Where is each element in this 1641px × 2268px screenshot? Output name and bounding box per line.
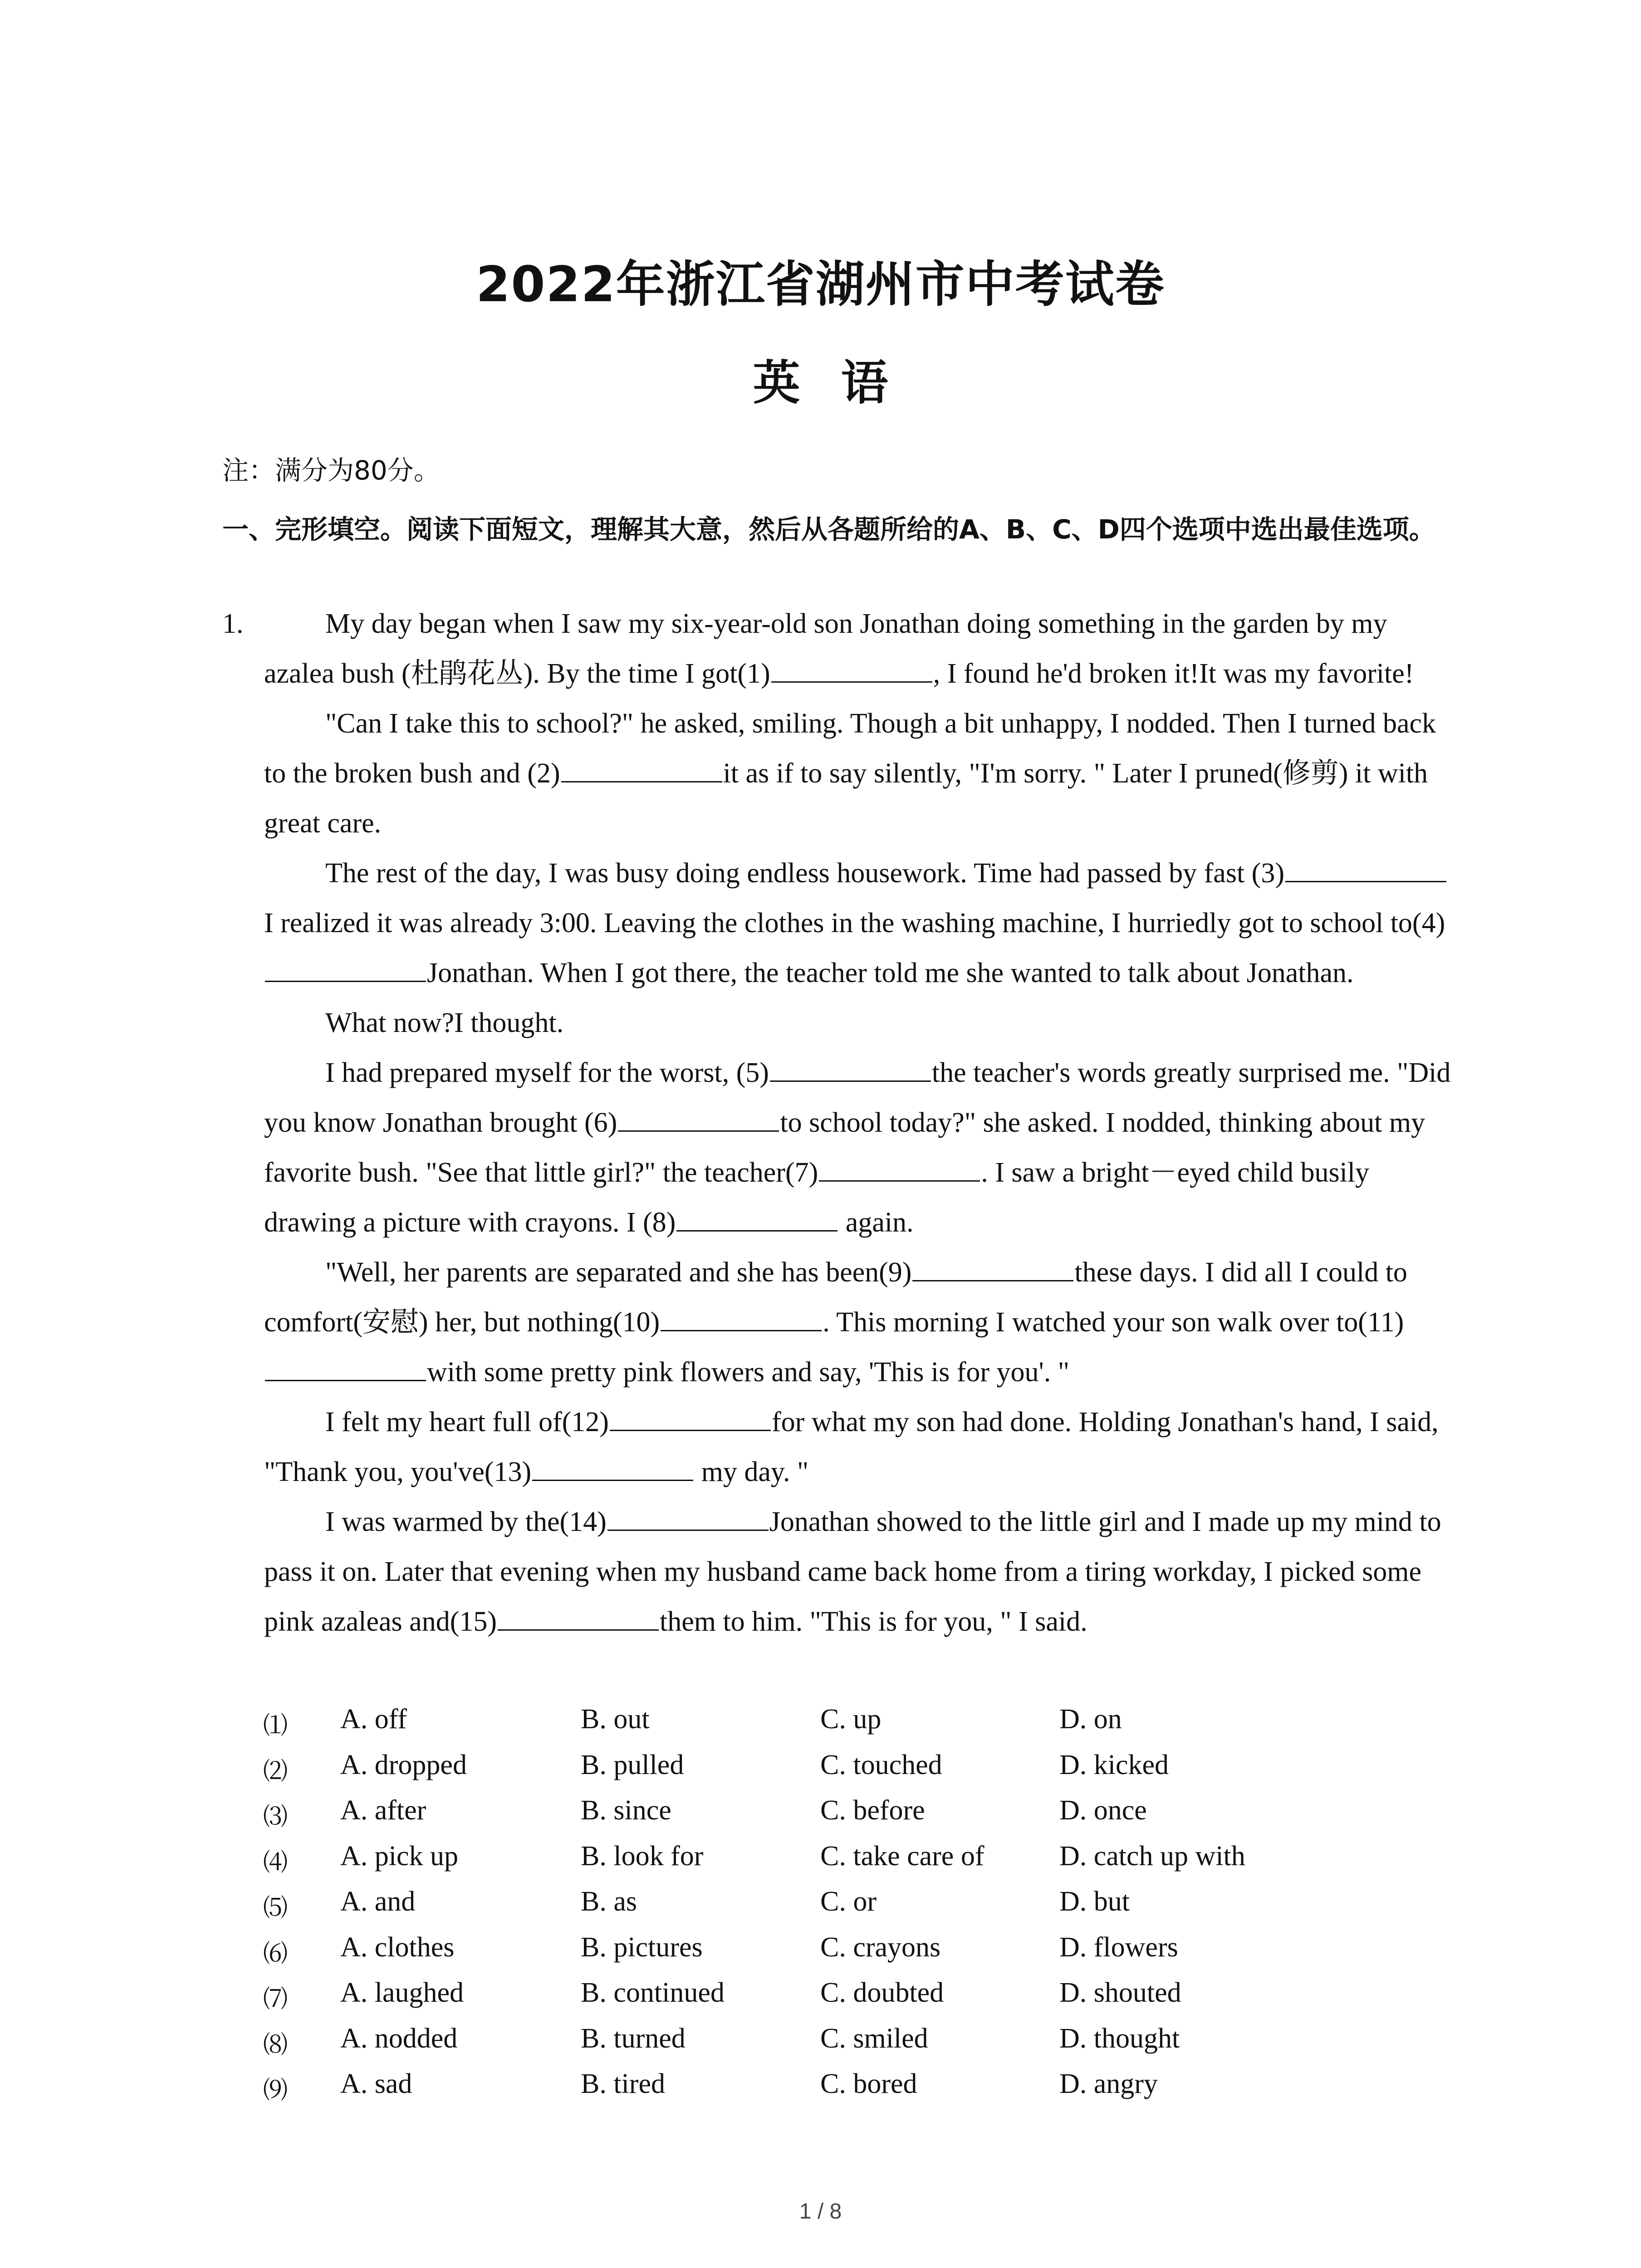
option-b: B. turned: [581, 2023, 686, 2054]
page-title: 2022年浙江省湖州市中考试卷: [476, 256, 1165, 313]
option-b: B. out: [581, 1704, 650, 1735]
answer-blank: [618, 1103, 779, 1132]
passage-text: Jonathan showed to the little girl and I made up my mind to pass it on. Later that evening when my husband came back home from a tiring workday, I picked some pink azaleas and(15): [264, 1506, 1441, 1637]
passage-paragraph: [222, 1048, 1456, 1247]
passage-paragraph: [222, 1247, 1456, 1397]
passage-text: again.: [838, 1207, 914, 1238]
passage-text: with some pretty pink flowers and say, 'This is for you'. ": [427, 1357, 1070, 1388]
option-a: A. dropped: [340, 1749, 467, 1780]
option-d: D. on: [1059, 1704, 1122, 1735]
option-a: A. sad: [340, 2068, 412, 2099]
option-row: [263, 2068, 1443, 2114]
option-c: C. up: [820, 1704, 882, 1735]
option-d: D. kicked: [1059, 1749, 1169, 1780]
option-b: B. pulled: [581, 1749, 684, 1780]
passage-paragraph: [222, 848, 1456, 998]
passage-paragraph: [222, 699, 1456, 848]
answer-blank: [676, 1203, 838, 1232]
section-heading: 一、完形填空。阅读下面短文，理解其大意，然后从各题所给的A、B、C、D四个选项中选出最佳选项。: [222, 514, 1435, 545]
answer-blank: [607, 1502, 769, 1531]
option-c: C. or: [820, 1886, 877, 1917]
answer-blank: [912, 1253, 1073, 1281]
option-d: D. but: [1059, 1886, 1130, 1917]
option-d: D. angry: [1059, 2068, 1158, 2099]
option-row: [263, 1886, 1443, 1931]
page-number: 1 / 8: [799, 2200, 842, 2224]
option-a: A. and: [340, 1886, 416, 1917]
passage-text: My day began when I saw my six-year-old son Jonathan doing something in the garden by my azalea bush (杜鹃花丛). By the time I got(1): [264, 608, 1387, 689]
option-number: ⑴: [263, 1711, 288, 1740]
option-number: ⑵: [263, 1756, 288, 1785]
option-d: D. catch up with: [1059, 1840, 1245, 1872]
option-b: B. look for: [581, 1840, 704, 1872]
option-c: C. touched: [820, 1749, 942, 1780]
option-d: D. flowers: [1059, 1931, 1178, 1963]
passage-text: to school today?" she asked. I nodded, thinking about my favorite bush. "See that little girl?" the teacher(7): [264, 1107, 1425, 1188]
answer-blank: [1285, 854, 1446, 882]
option-c: C. before: [820, 1795, 925, 1826]
passage-paragraph: [222, 998, 1456, 1048]
passage-text: I felt my heart full of(12): [325, 1407, 609, 1437]
passage-text: I had prepared myself for the worst, (5): [325, 1057, 769, 1088]
answer-blank: [610, 1403, 771, 1431]
option-number: ⑷: [263, 1848, 288, 1877]
option-a: A. after: [340, 1795, 426, 1826]
option-b: B. tired: [581, 2068, 665, 2099]
option-b: B. as: [581, 1886, 637, 1917]
option-c: C. bored: [820, 2068, 917, 2099]
option-a: A. nodded: [340, 2023, 458, 2054]
options-table: [263, 1703, 1443, 2114]
passage-text: these days. I did all I could to comfort(安慰) her, but nothing(10): [264, 1257, 1407, 1338]
question-number: 1.: [222, 608, 244, 639]
passage-text: my day. ": [694, 1457, 809, 1487]
option-b: B. continued: [581, 1977, 725, 2008]
answer-blank: [771, 654, 932, 683]
option-b: B. since: [581, 1795, 671, 1826]
answer-blank: [561, 754, 722, 782]
passage-text: it as if to say silently, "I'm sorry. " Later I pruned(修剪) it with great care.: [264, 758, 1428, 839]
passage-text: What now?I thought.: [325, 1007, 564, 1038]
answer-blank: [265, 953, 426, 982]
option-a: A. laughed: [340, 1977, 464, 2008]
option-a: A. clothes: [340, 1931, 455, 1963]
passage-text: . This morning I watched your son walk over to(11): [823, 1307, 1404, 1338]
passage-text: , I found he'd broken it!It was my favorite!: [933, 658, 1414, 689]
option-a: A. off: [340, 1704, 407, 1735]
passage-text: Jonathan. When I got there, the teacher told me she wanted to talk about Jonathan.: [427, 958, 1354, 988]
option-number: ⑹: [263, 1939, 288, 1968]
option-d: D. thought: [1059, 2023, 1180, 2054]
passage-paragraph: [222, 1397, 1456, 1497]
answer-blank: [770, 1053, 931, 1082]
option-row: [263, 2023, 1443, 2068]
passage-text: them to him. "This is for you, " I said.: [659, 1606, 1087, 1637]
passage-text: "Well, her parents are separated and she has been(9): [325, 1257, 912, 1288]
option-number: ⑻: [263, 2030, 288, 2059]
option-c: C. crayons: [820, 1931, 941, 1963]
option-b: B. pictures: [581, 1931, 703, 1963]
passage-text: the teacher's words greatly surprised me. "Did you know Jonathan brought (6): [264, 1057, 1451, 1138]
passage-text: The rest of the day, I was busy doing endless housework. Time had passed by fast (3): [325, 858, 1284, 889]
option-row: [263, 1749, 1443, 1795]
passage-text: I was warmed by the(14): [325, 1506, 607, 1537]
cloze-passage: [222, 599, 1456, 1647]
passage-text: for what my son had done. Holding Jonathan's hand, I said, "Thank you, you've(13): [264, 1407, 1439, 1487]
option-row: [263, 1840, 1443, 1886]
answer-blank: [498, 1602, 659, 1631]
option-c: C. smiled: [820, 2023, 928, 2054]
option-c: C. take care of: [820, 1840, 985, 1872]
passage-paragraph: [222, 599, 1456, 699]
answer-blank: [819, 1153, 980, 1182]
option-number: ⑺: [263, 1984, 288, 2013]
subject-title: 英语: [753, 355, 929, 411]
option-row: [263, 1794, 1443, 1840]
answer-blank: [265, 1353, 426, 1381]
option-row: [263, 1977, 1443, 2023]
passage-text: . I saw a bright－eyed child busily drawing a picture with crayons. I (8): [264, 1157, 1370, 1238]
option-c: C. doubted: [820, 1977, 944, 2008]
passage-text: I realized it was already 3:00. Leaving the clothes in the washing machine, I hurriedly got to school to(4): [264, 908, 1445, 938]
option-number: ⑸: [263, 1893, 288, 1922]
answer-blank: [532, 1452, 693, 1481]
option-number: ⑼: [263, 2076, 288, 2104]
passage-paragraph: [222, 1497, 1456, 1647]
passage-text: "Can I take this to school?" he asked, smiling. Though a bit unhappy, I nodded. Then I turned back to the broken bush and (2): [264, 708, 1436, 789]
option-d: D. once: [1059, 1795, 1147, 1826]
option-row: [263, 1703, 1443, 1749]
option-d: D. shouted: [1059, 1977, 1181, 2008]
score-note: 注：满分为80分。: [222, 455, 440, 486]
option-a: A. pick up: [340, 1840, 459, 1872]
option-row: [263, 1931, 1443, 1977]
option-number: ⑶: [263, 1802, 288, 1831]
answer-blank: [661, 1303, 822, 1331]
